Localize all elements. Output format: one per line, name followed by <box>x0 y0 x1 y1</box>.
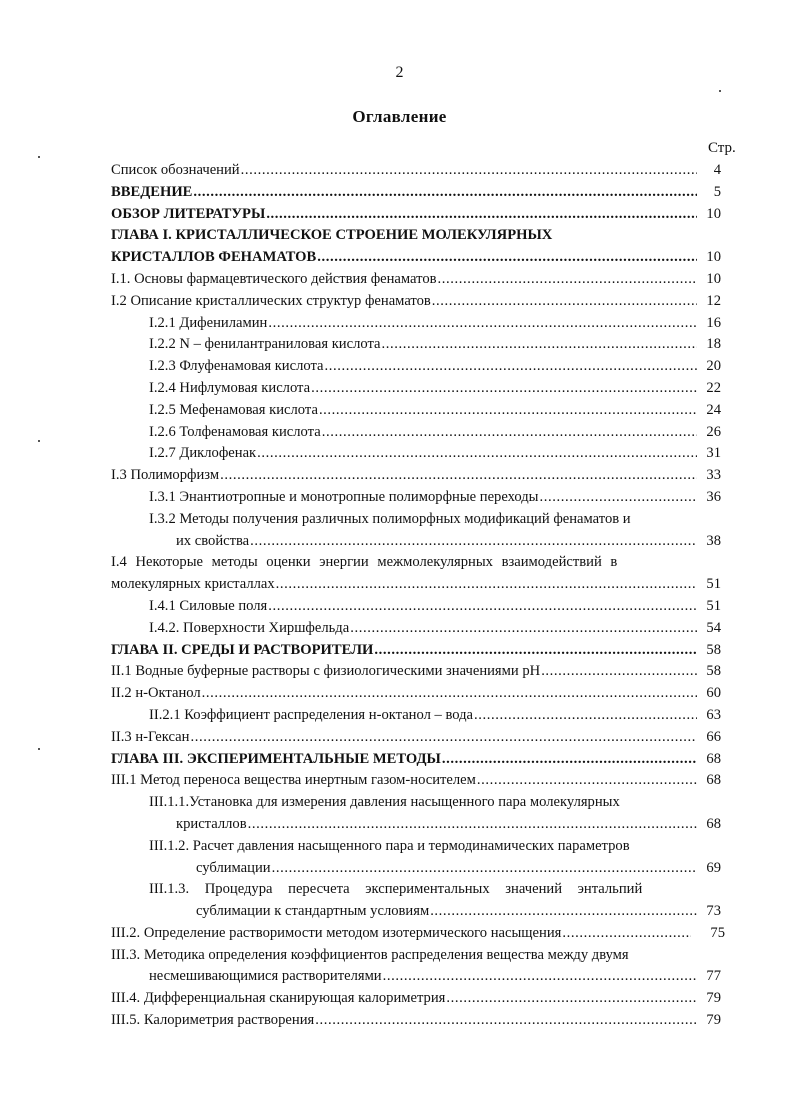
toc-entry-title: I.1. Основы фармацевтического действия фенаматов <box>111 270 437 287</box>
toc-entry-title: I.2.1 Дифениламин <box>149 314 268 331</box>
toc-entry[interactable] <box>0 792 799 836</box>
toc-entry-title: II.2 н-Октанол <box>111 685 201 702</box>
toc-page-number: 68 <box>706 815 721 832</box>
toc-leader <box>241 160 697 182</box>
toc-leader <box>562 923 691 945</box>
toc-entry-title: молекулярных кристаллах <box>111 576 275 593</box>
toc-entry[interactable] <box>0 1010 799 1032</box>
toc-entry[interactable] <box>0 727 799 749</box>
toc-entry-title: I.2.6 Толфенамовая кислота <box>149 423 321 440</box>
toc-entry[interactable] <box>0 661 799 683</box>
toc-entry-title: III.5. Калориметрия растворения <box>111 1012 315 1029</box>
toc-entry[interactable] <box>0 313 799 335</box>
toc-page-number: 22 <box>706 379 721 396</box>
toc-page-number: 63 <box>706 706 721 723</box>
toc-page-number: 26 <box>706 423 721 440</box>
toc-entry[interactable] <box>0 879 799 923</box>
page-number: 2 <box>395 64 404 81</box>
toc-page-number: 68 <box>706 772 721 789</box>
toc-page-number: 77 <box>706 968 721 985</box>
toc-entry[interactable] <box>0 378 799 400</box>
toc-entry-title: I.2 Описание кристаллических структур фенаматов <box>111 292 431 309</box>
toc-entry-title-line1: III.1.3. Процедура пересчета экспериментальных значений энтальпий <box>149 881 643 898</box>
toc-page-number: 31 <box>706 445 721 462</box>
toc-entry[interactable] <box>0 487 799 509</box>
toc-page-number: 79 <box>706 990 721 1007</box>
toc-page-number: 4 <box>713 162 721 178</box>
toc-page-number: 75 <box>710 924 725 941</box>
toc-page-number: 79 <box>706 1012 721 1029</box>
toc-leader <box>268 596 697 618</box>
toc-leader <box>311 378 697 400</box>
toc-leader <box>250 531 697 553</box>
toc-entry[interactable] <box>0 640 799 662</box>
toc-page-number: 20 <box>706 358 721 375</box>
toc-page-number: 18 <box>706 336 721 353</box>
toc-page-number: 36 <box>706 488 721 505</box>
toc-page-number: 51 <box>706 576 721 593</box>
toc-entry-title: II.1 Водные буферные растворы с физиологическими значениями pH <box>111 663 541 680</box>
toc-entry-title: КРИСТАЛЛОВ ФЕНАМАТОВ <box>111 249 317 266</box>
toc-entry-title: I.2.3 Флуфенамовая кислота <box>149 358 324 375</box>
toc-entry[interactable] <box>0 552 799 596</box>
toc-page-number: 69 <box>706 859 721 876</box>
toc-entry-title: кристаллов <box>176 815 247 832</box>
table-of-contents <box>0 160 799 1032</box>
toc-leader <box>539 487 697 509</box>
toc-page-number: 10 <box>706 205 721 222</box>
toc-entry[interactable] <box>0 705 799 727</box>
toc-entry[interactable] <box>0 509 799 553</box>
toc-leader <box>325 356 697 378</box>
toc-entry[interactable] <box>0 356 799 378</box>
toc-leader <box>430 901 697 923</box>
toc-entry-title-line1: III.3. Методика определения коэффициентов распределения вещества между двумя <box>111 946 629 963</box>
toc-leader <box>319 400 697 422</box>
toc-leader <box>276 574 697 596</box>
page-title: Оглавление <box>352 107 447 126</box>
toc-entry[interactable] <box>0 596 799 618</box>
toc-leader <box>474 705 697 727</box>
toc-entry-title-line1: I.3.2 Методы получения различных полиморфных модификаций фенаматов и <box>149 510 631 527</box>
toc-leader <box>272 858 697 880</box>
toc-entry[interactable] <box>0 182 799 204</box>
toc-entry-title: I.2.2 N – фенилантраниловая кислота <box>149 336 381 353</box>
toc-leader <box>322 422 697 444</box>
toc-leader <box>383 966 697 988</box>
toc-page-number: 54 <box>706 619 721 636</box>
toc-leader <box>190 727 697 749</box>
toc-leader <box>315 1010 697 1032</box>
toc-entry-title-line1: ГЛАВА I. КРИСТАЛЛИЧЕСКОЕ СТРОЕНИЕ МОЛЕКУЛЯРНЫХ <box>111 227 553 244</box>
toc-entry-title: II.3 н-Гексан <box>111 728 190 745</box>
toc-leader <box>438 269 697 291</box>
toc-page-number: 16 <box>706 314 721 331</box>
toc-entry-title: ВВЕДЕНИЕ <box>111 183 193 200</box>
toc-entry-title: III.1 Метод переноса вещества инертным газом-носителем <box>111 772 476 789</box>
toc-leader <box>382 334 697 356</box>
toc-leader <box>432 291 697 313</box>
toc-page-number: 38 <box>706 532 721 549</box>
toc-entry-title: I.2.5 Мефенамовая кислота <box>149 401 318 418</box>
toc-entry-title: I.2.7 Диклофенак <box>149 445 257 462</box>
toc-leader <box>202 683 697 705</box>
toc-entry-title: сублимации к стандартным условиям <box>196 903 430 920</box>
toc-entry[interactable] <box>0 749 799 771</box>
toc-page-number: 10 <box>706 249 721 266</box>
toc-leader <box>268 313 697 335</box>
toc-entry-title: I.2.4 Нифлумовая кислота <box>149 379 311 396</box>
toc-entry[interactable] <box>0 465 799 487</box>
toc-entry[interactable] <box>0 400 799 422</box>
toc-page-number: 5 <box>713 183 721 200</box>
toc-leader <box>442 749 697 771</box>
toc-entry[interactable] <box>0 204 799 226</box>
toc-page-number: 24 <box>706 401 721 418</box>
toc-entry[interactable] <box>0 291 799 313</box>
toc-leader <box>374 640 697 662</box>
toc-leader <box>317 247 697 269</box>
toc-entry[interactable] <box>0 269 799 291</box>
toc-entry-title: ОБЗОР ЛИТЕРАТУРЫ <box>111 205 266 222</box>
toc-page-number: 51 <box>706 597 721 614</box>
toc-page-number: 66 <box>706 728 721 745</box>
toc-entry[interactable] <box>0 422 799 444</box>
toc-entry[interactable] <box>0 160 799 182</box>
toc-entry-title: ГЛАВА II. СРЕДЫ И РАСТВОРИТЕЛИ <box>111 641 374 658</box>
toc-page-number: 58 <box>706 641 721 658</box>
toc-leader <box>257 443 697 465</box>
toc-leader <box>541 661 697 683</box>
toc-leader <box>477 770 697 792</box>
toc-page-number: 73 <box>706 903 721 920</box>
toc-entry-title: I.3.1 Энантиотропные и монотропные полиморфные переходы <box>149 488 539 505</box>
toc-entry[interactable] <box>0 988 799 1010</box>
toc-entry-title-line1: III.1.1.Установка для измерения давления насыщенного пара молекулярных <box>149 794 620 811</box>
toc-page-number: 68 <box>706 750 721 767</box>
toc-entry-title: Список обозначений <box>111 162 240 178</box>
toc-entry[interactable] <box>0 334 799 356</box>
toc-page-number: 12 <box>706 292 721 309</box>
scan-speck <box>38 156 40 158</box>
toc-page-number: 33 <box>706 467 721 484</box>
toc-entry[interactable] <box>0 836 799 880</box>
toc-leader <box>446 988 697 1010</box>
toc-entry-title: III.4. Дифференциальная сканирующая калориметрия <box>111 990 446 1007</box>
toc-entry-title: I.4.1 Силовые поля <box>149 597 268 614</box>
toc-leader <box>248 814 697 836</box>
toc-entry[interactable] <box>0 683 799 705</box>
toc-entry-title: III.2. Определение растворимости методом изотермического насыщения <box>111 924 562 941</box>
toc-entry-title: их свойства <box>176 532 250 549</box>
page-column-label: Стр. <box>708 140 736 156</box>
toc-entry-title: ГЛАВА III. ЭКСПЕРИМЕНТАЛЬНЫЕ МЕТОДЫ <box>111 750 441 767</box>
toc-entry[interactable] <box>0 945 799 989</box>
toc-entry-title: несмешивающимися растворителями <box>149 968 382 985</box>
toc-leader <box>220 465 697 487</box>
scan-speck <box>719 90 721 92</box>
toc-page-number: 60 <box>706 685 721 702</box>
toc-entry-title: сублимации <box>196 859 271 876</box>
toc-entry-title-line1: I.4 Некоторые методы оценки энергии межмолекулярных взаимодействий в <box>111 554 618 571</box>
toc-entry[interactable] <box>0 618 799 640</box>
toc-leader <box>266 204 697 226</box>
toc-entry-title: II.2.1 Коэффициент распределения н-октанол – вода <box>149 706 474 723</box>
toc-entry[interactable] <box>0 923 799 945</box>
toc-entry[interactable] <box>0 225 799 269</box>
toc-entry-title: I.4.2. Поверхности Хиршфельда <box>149 619 350 636</box>
toc-entry-title-line1: III.1.2. Расчет давления насыщенного пара и термодинамических параметров <box>149 837 630 854</box>
toc-entry[interactable] <box>0 443 799 465</box>
toc-page-number: 58 <box>706 663 721 680</box>
toc-leader <box>193 182 697 204</box>
toc-entry[interactable] <box>0 770 799 792</box>
toc-entry-title: I.3 Полиморфизм <box>111 467 220 484</box>
toc-leader <box>350 618 697 640</box>
toc-page-number: 10 <box>706 270 721 287</box>
